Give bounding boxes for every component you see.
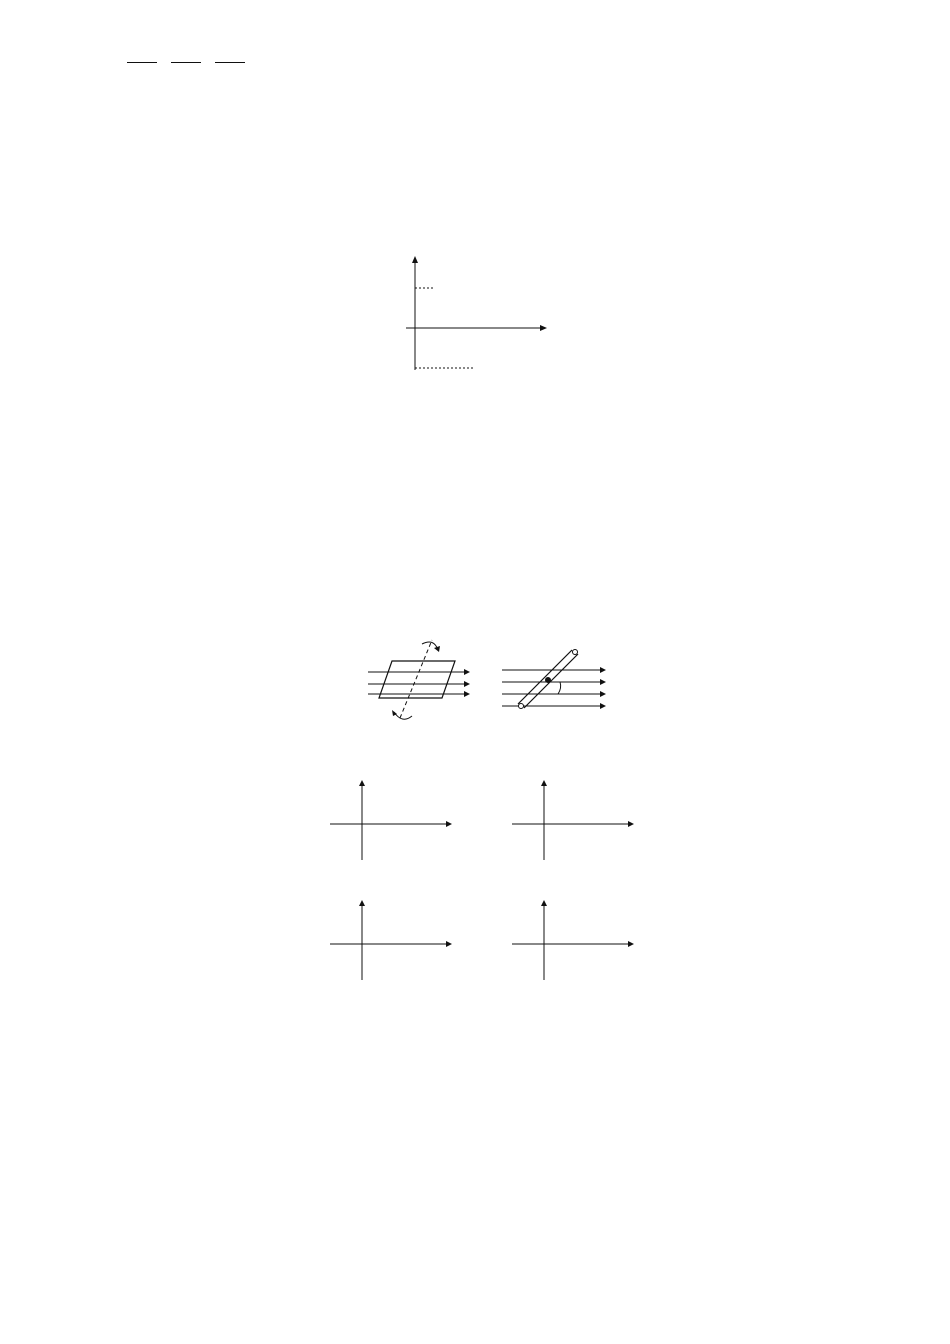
q1-voltage-graph [380,252,620,382]
q2-coil-diagram-jia [360,636,480,740]
q2-graph-c[interactable] [326,896,472,992]
name-blank[interactable] [171,50,201,63]
student-id-blank[interactable] [215,50,245,63]
student-info-header [124,48,251,66]
class-blank[interactable] [127,50,157,63]
q2-graph-a[interactable] [326,776,472,872]
q2-coil-diagram-yi [496,644,626,740]
q2-graph-d[interactable] [508,896,658,992]
q1-stem [146,196,810,254]
q2-graph-b[interactable] [508,776,658,872]
